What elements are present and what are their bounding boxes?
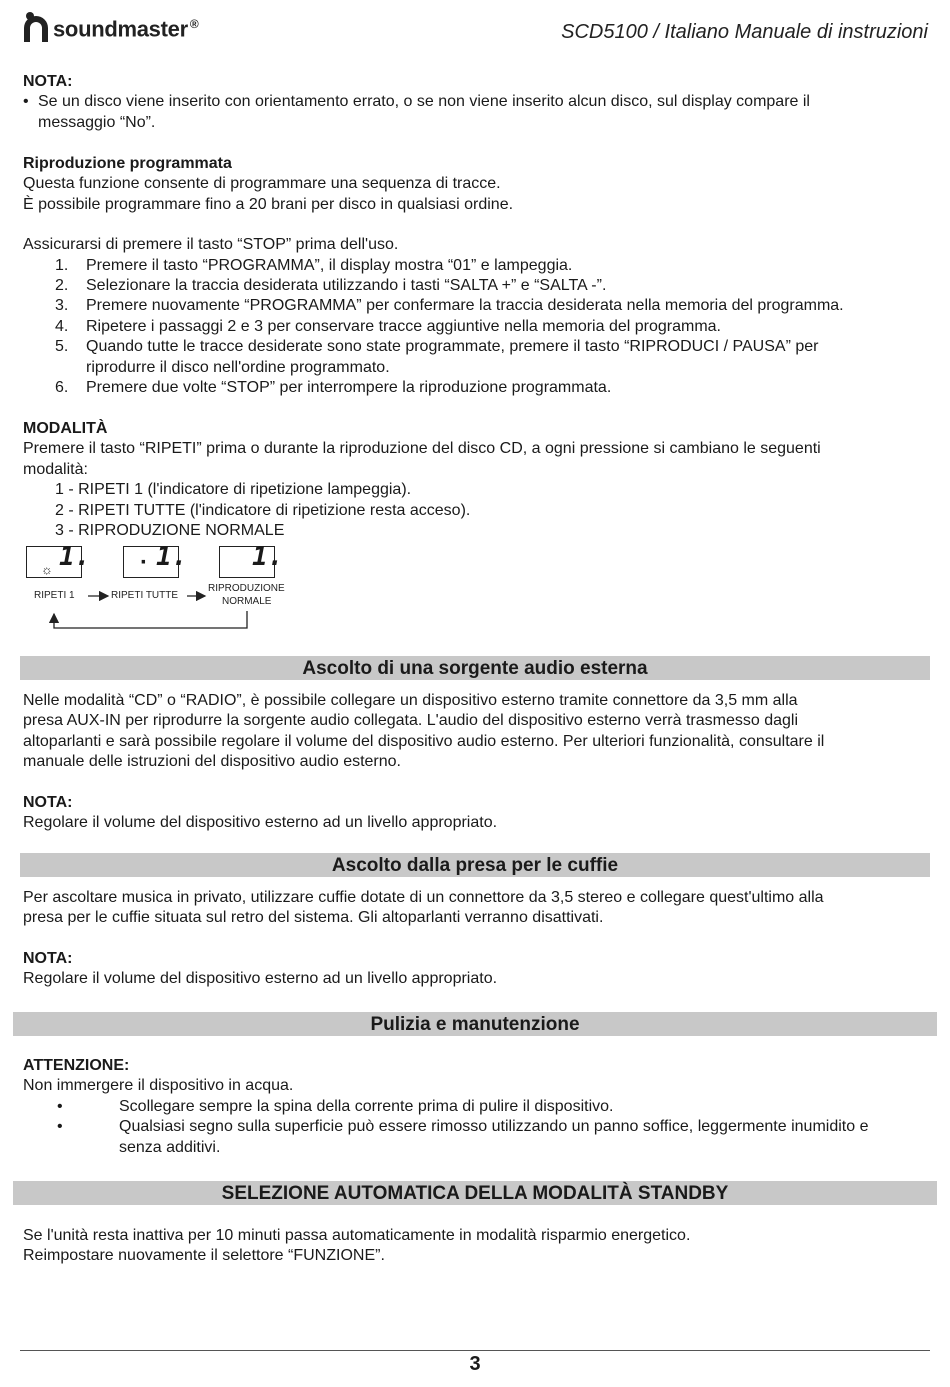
- lcd-digit: 1.: [156, 542, 188, 572]
- step-number: 6.: [55, 379, 69, 397]
- step-number: 4.: [55, 317, 69, 335]
- nota-line: Se un disco viene inserito con orientamento errato, o se non viene inserito alcun disco, sul display compare il: [38, 93, 810, 111]
- footer-divider: [20, 1350, 930, 1351]
- intro-line: Assicurarsi di premere il tasto “STOP” prima dell'uso.: [23, 236, 399, 254]
- paragraph-line: presa per le cuffie situata sul retro del sistema. Gli altoparlanti verranno disattivati.: [23, 909, 604, 927]
- mode-item: 1 - RIPETI 1 (l'indicatore di ripetizione lampeggia).: [55, 481, 412, 499]
- paragraph-line: manuale delle istruzioni del dispositivo audio esterno.: [23, 753, 401, 771]
- document-title: SCD5100 / Italiano Manuale di instruzioni: [561, 21, 928, 43]
- section-title-headphones: Ascolto dalla presa per le cuffie: [20, 853, 930, 877]
- headphones-body: [23, 888, 928, 990]
- section-heading: MODALITÀ: [23, 420, 108, 437]
- nota-text: Regolare il volume del dispositivo esterno ad un livello appropriato.: [23, 814, 498, 832]
- nota-heading: NOTA:: [23, 793, 73, 811]
- section-title-standby: SELEZIONE AUTOMATICA DELLA MODALITÀ STANDBY: [13, 1181, 937, 1205]
- step-text: riprodurre il disco nell'ordine programmato.: [86, 358, 390, 376]
- paragraph-line: modalità:: [23, 460, 88, 478]
- bullet-text: senza additivi.: [119, 1138, 221, 1156]
- section-heading: Riproduzione programmata: [23, 155, 232, 172]
- bullet-item: [23, 1097, 928, 1117]
- label-repeat-one: RIPETI 1: [34, 590, 75, 601]
- brand-name: soundmaster ®: [53, 16, 199, 42]
- paragraph-line: Questa funzione consente di programmare una sequenza di tracce.: [23, 175, 501, 193]
- label-normal-line2: NORMALE: [222, 596, 272, 607]
- bullet-text: Qualsiasi segno sulla superficie può essere rimosso utilizzando un panno soffice, leggermente inumidito e: [119, 1118, 869, 1136]
- step-number: 3.: [55, 297, 69, 315]
- repeat-indicator-icon: ·: [140, 549, 148, 576]
- step-number: 1.: [55, 256, 69, 274]
- paragraph-line: Reimpostare nuovamente il selettore “FUNZIONE”.: [23, 1247, 385, 1265]
- bullet-symbol: •: [57, 1118, 63, 1136]
- bullet-symbol: •: [23, 93, 29, 111]
- mode-cycle-arrows: [0, 0, 300, 640]
- page-number: 3: [469, 1353, 481, 1375]
- nota-line: messaggio “No”.: [38, 113, 156, 131]
- cleaning-body: [23, 1056, 928, 1158]
- nota-heading: NOTA:: [23, 73, 73, 90]
- step-text: Selezionare la traccia desiderata utilizzando i tasti “SALTA +” e “SALTA -”.: [86, 277, 607, 295]
- step-text: Premere due volte “STOP” per interrompere la riproduzione programmata.: [86, 379, 612, 397]
- section-title-cleaning: Pulizia e manutenzione: [13, 1012, 937, 1036]
- external-audio-body: [23, 691, 928, 833]
- paragraph-line: Premere il tasto “RIPETI” prima o durante la riproduzione del disco CD, a ogni pressione si cambiano le seguenti: [23, 440, 821, 458]
- repeat-blink-icon: ☼: [41, 562, 53, 577]
- standby-body: [23, 1226, 928, 1267]
- paragraph-line: altoparlanti e sarà possibile regolare il volume del dispositivo audio esterno. Per ulteriori funzionalità, consultare il: [23, 732, 825, 750]
- step-number: 5.: [55, 338, 69, 356]
- step-text: Ripetere i passaggi 2 e 3 per conservare tracce aggiuntive nella memoria del programma.: [86, 317, 721, 335]
- loop-back-arrow-icon: [54, 611, 247, 628]
- lcd-digit: 1.: [252, 542, 284, 572]
- paragraph-line: Non immergere il dispositivo in acqua.: [23, 1077, 294, 1095]
- paragraph-line: Se l'unità resta inattiva per 10 minuti passa automaticamente in modalità risparmio energetico.: [23, 1227, 691, 1244]
- step-text: Premere il tasto “PROGRAMMA”, il display mostra “01” e lampeggia.: [86, 256, 573, 274]
- step-text: Premere nuovamente “PROGRAMMA” per confermare la traccia desiderata nella memoria del programma.: [86, 297, 844, 315]
- paragraph-line: È possibile programmare fino a 20 brani per disco in qualsiasi ordine.: [23, 195, 514, 213]
- paragraph-line: presa AUX-IN per riprodurre la sorgente audio collegata. L'audio del dispositivo esterno verrà trasmesso dagli: [23, 712, 799, 730]
- paragraph-line: Per ascoltare musica in privato, utilizzare cuffie dotate di un connettore da 3,5 stereo e collegare quest'ultimo alla: [23, 889, 824, 906]
- nota-text: Regolare il volume del dispositivo esterno ad un livello appropriato.: [23, 970, 498, 988]
- bullet-text: Scollegare sempre la spina della corrente prima di pulire il dispositivo.: [119, 1097, 614, 1115]
- bullet-item: [23, 1117, 928, 1158]
- warning-heading: ATTENZIONE:: [23, 1057, 130, 1074]
- paragraph-line: Nelle modalità “CD” o “RADIO”, è possibile collegare un dispositivo esterno tramite connettore da 3,5 mm alla: [23, 692, 798, 709]
- mode-item: 2 - RIPETI TUTTE (l'indicatore di ripetizione resta acceso).: [55, 501, 471, 519]
- lcd-digit: 1.: [59, 542, 91, 572]
- label-repeat-all: RIPETI TUTTE: [111, 590, 179, 601]
- bullet-symbol: •: [57, 1097, 63, 1115]
- label-normal-line1: RIPRODUZIONE: [208, 583, 285, 594]
- section-title-external-audio: Ascolto di una sorgente audio esterna: [20, 656, 930, 680]
- nota-heading: NOTA:: [23, 949, 73, 967]
- step-number: 2.: [55, 277, 69, 295]
- step-text: Quando tutte le tracce desiderate sono state programmate, premere il tasto “RIPRODUCI / PAUSA” per: [86, 338, 819, 356]
- mode-item: 3 - RIPRODUZIONE NORMALE: [55, 522, 285, 540]
